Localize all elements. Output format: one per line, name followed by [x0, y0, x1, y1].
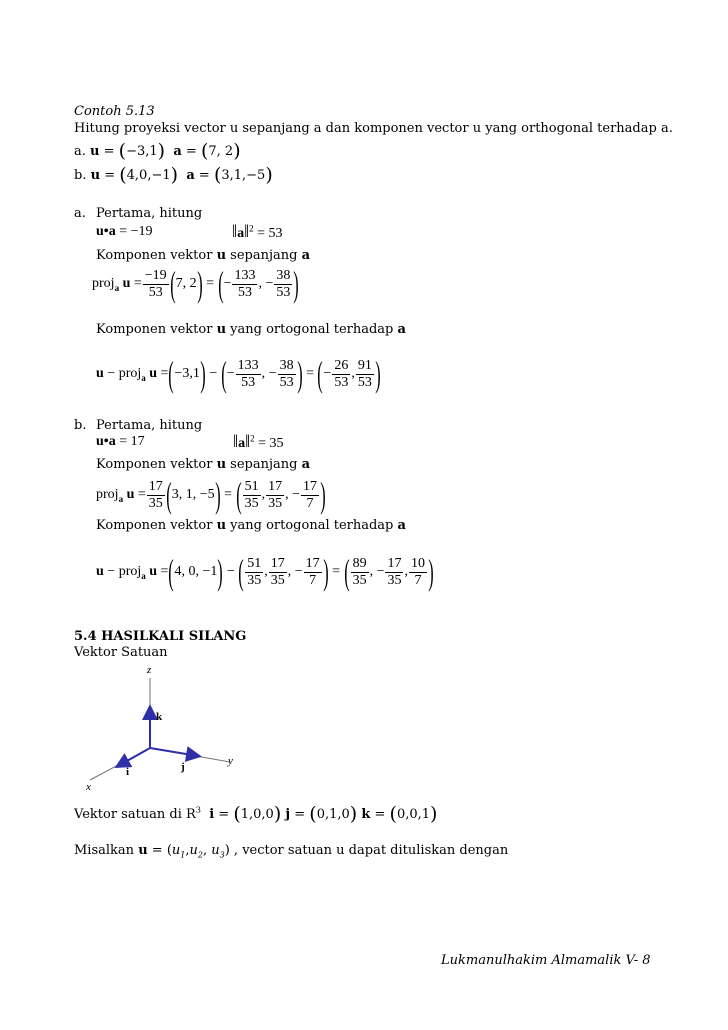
section-heading: 5.4 HASILKALI SILANG: [74, 629, 247, 644]
example-b-line: b. u = (4,0,−1) a = (3,1,−5): [74, 164, 273, 186]
part-a-intro: Pertama, hitung: [96, 206, 203, 221]
example-title: Contoh 5.13: [74, 104, 155, 119]
example-a-label: a.: [74, 144, 86, 159]
part-a-comp-text: Komponen vektor u sepanjang a: [96, 248, 311, 263]
i-vector-label: i: [126, 766, 130, 778]
part-b-orth-eq: u − proj$_a$ u = ( 4, 0, −1 ) − ( $\frac{51}{35}$ , $\frac{17}{35}$ , − $\frac{17}{7}$ ) = ( $\frac{89}{35}$ , − $\frac{17}{35}$ , $\frac{10}{7}$ ): [96, 552, 434, 592]
part-b-proj-eq: proj$_a$ u = $\frac{17}{35}$ ( 3, 1, −5 ) = ( $\frac{51}{35}$ , $\frac{17}{35}$ , − $\frac{17}{7}$ ): [96, 475, 326, 515]
part-b-comp-text: Komponen vektor u sepanjang a: [96, 457, 311, 472]
part-b-norm: ‖a‖$^2$ = 35: [233, 431, 284, 451]
x-axis-label: x: [86, 781, 91, 792]
part-a-label: a.: [74, 206, 86, 221]
example-a-line: a. u = (−3,1) a = (7, 2): [74, 140, 241, 162]
unit-k-value: 0,0,1: [396, 807, 431, 822]
example-b-u: 4,0,−1: [126, 168, 171, 183]
part-b-intro: Pertama, hitung: [96, 418, 203, 433]
part-b-orth-text: Komponen vektor u yang ortogonal terhadap a: [96, 518, 406, 533]
part-a-dot: u•a = −19: [96, 224, 153, 239]
i-vector-arrow: [118, 748, 150, 766]
unit-j-value: 0,1,0: [316, 807, 350, 822]
j-vector-arrow: [150, 748, 198, 756]
unit-vector-diagram: [80, 662, 250, 792]
section-subheading: Vektor Satuan: [74, 645, 168, 660]
part-b-label: b.: [74, 418, 87, 433]
part-a-orth-text: Komponen vektor u yang ortogonal terhadap a: [96, 322, 406, 337]
part-a-orth-eq: u − proj$_a$ u = ( −3,1 ) − ( − $\frac{133}{53}$ , − $\frac{38}{53}$ ) = ( − $\frac{26}{53}$ , $\frac{91}{53}$ ): [96, 354, 381, 394]
example-intro: Hitung proyeksi vector u sepanjang a dan komponen vector u yang orthogonal terhadap a.: [74, 121, 673, 136]
k-vector-label: k: [156, 711, 163, 723]
example-a-a: 7, 2: [208, 144, 234, 159]
z-axis-label: z: [147, 664, 152, 676]
unit-vectors-line: Vektor satuan di $R^3$ i = (1,0,0) j = (0,1,0) k = (0,0,1): [74, 803, 438, 825]
example-b-a: 3,1,−5: [221, 168, 266, 183]
part-a-norm: ‖a‖$^2$ = 53: [232, 221, 283, 241]
example-a-u: −3,1: [126, 144, 158, 159]
j-vector-label: j: [181, 761, 185, 773]
y-axis-label: y: [228, 755, 233, 767]
example-b-label: b.: [74, 168, 87, 183]
unit-i-value: 1,0,0: [240, 807, 274, 822]
misalkan-line: Misalkan $u = (u_1,u_2$, $u_3$) , vector satuan u dapat dituliskan dengan: [74, 843, 509, 860]
part-b-dot: u•a = 17: [96, 434, 145, 449]
page-footer: Lukmanulhakim Almamalik V- 8: [441, 953, 651, 968]
part-a-proj-eq: proj$_a$ u = $\frac{-19}{53}$ ( 7, 2 ) = ( − $\frac{133}{53}$ , − $\frac{38}{53}$ ): [92, 264, 300, 304]
